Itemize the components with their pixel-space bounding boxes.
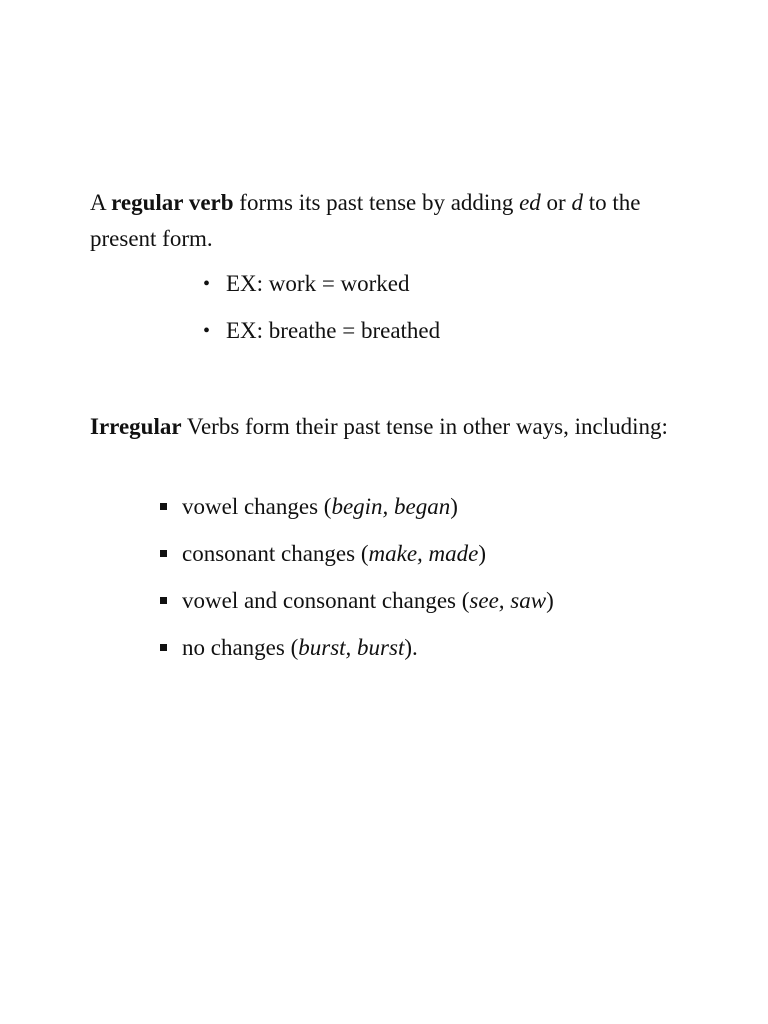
regular-verb-paragraph	[90, 185, 680, 257]
item-text: vowel and consonant changes (	[182, 588, 470, 613]
regular-verb-term: regular verb	[111, 190, 234, 215]
square-bullet-icon	[160, 550, 167, 557]
text-segment: Verbs form their past tense in other ways, including:	[181, 414, 668, 439]
item-text: )	[450, 494, 458, 519]
list-item	[158, 539, 554, 586]
item-text: ).	[404, 635, 418, 660]
list-item	[202, 316, 440, 363]
text-segment: forms its past tense by adding	[233, 190, 520, 215]
item-text: no changes (	[182, 635, 299, 660]
text-segment: to the present form.	[90, 190, 641, 251]
irregular-ways-list	[158, 492, 554, 680]
irregular-verb-paragraph	[90, 409, 680, 445]
item-text: )	[478, 541, 487, 566]
item-example: make, made	[368, 541, 479, 566]
suffix-d: d	[571, 190, 583, 215]
bullet-dot-icon: •	[203, 320, 211, 342]
item-example: burst, burst	[298, 635, 405, 660]
list-item	[202, 269, 440, 316]
example-text: EX: breathe = breathed	[226, 318, 441, 343]
list-item	[158, 586, 554, 633]
square-bullet-icon	[160, 503, 167, 510]
suffix-ed: ed	[519, 190, 541, 215]
list-item	[158, 633, 554, 680]
irregular-term: Irregular	[90, 414, 182, 439]
square-bullet-icon	[160, 644, 167, 651]
example-text: EX: work = worked	[226, 271, 410, 296]
item-text: consonant changes (	[182, 541, 369, 566]
item-example: see, saw	[469, 588, 547, 613]
regular-examples-list	[202, 269, 440, 363]
item-example: begin, began	[331, 494, 451, 519]
list-item	[158, 492, 554, 539]
text-segment: or	[540, 190, 572, 215]
item-text: vowel changes (	[182, 494, 332, 519]
text-segment: A	[90, 190, 112, 215]
square-bullet-icon	[160, 597, 167, 604]
bullet-dot-icon: •	[203, 273, 211, 295]
item-text: )	[546, 588, 554, 613]
